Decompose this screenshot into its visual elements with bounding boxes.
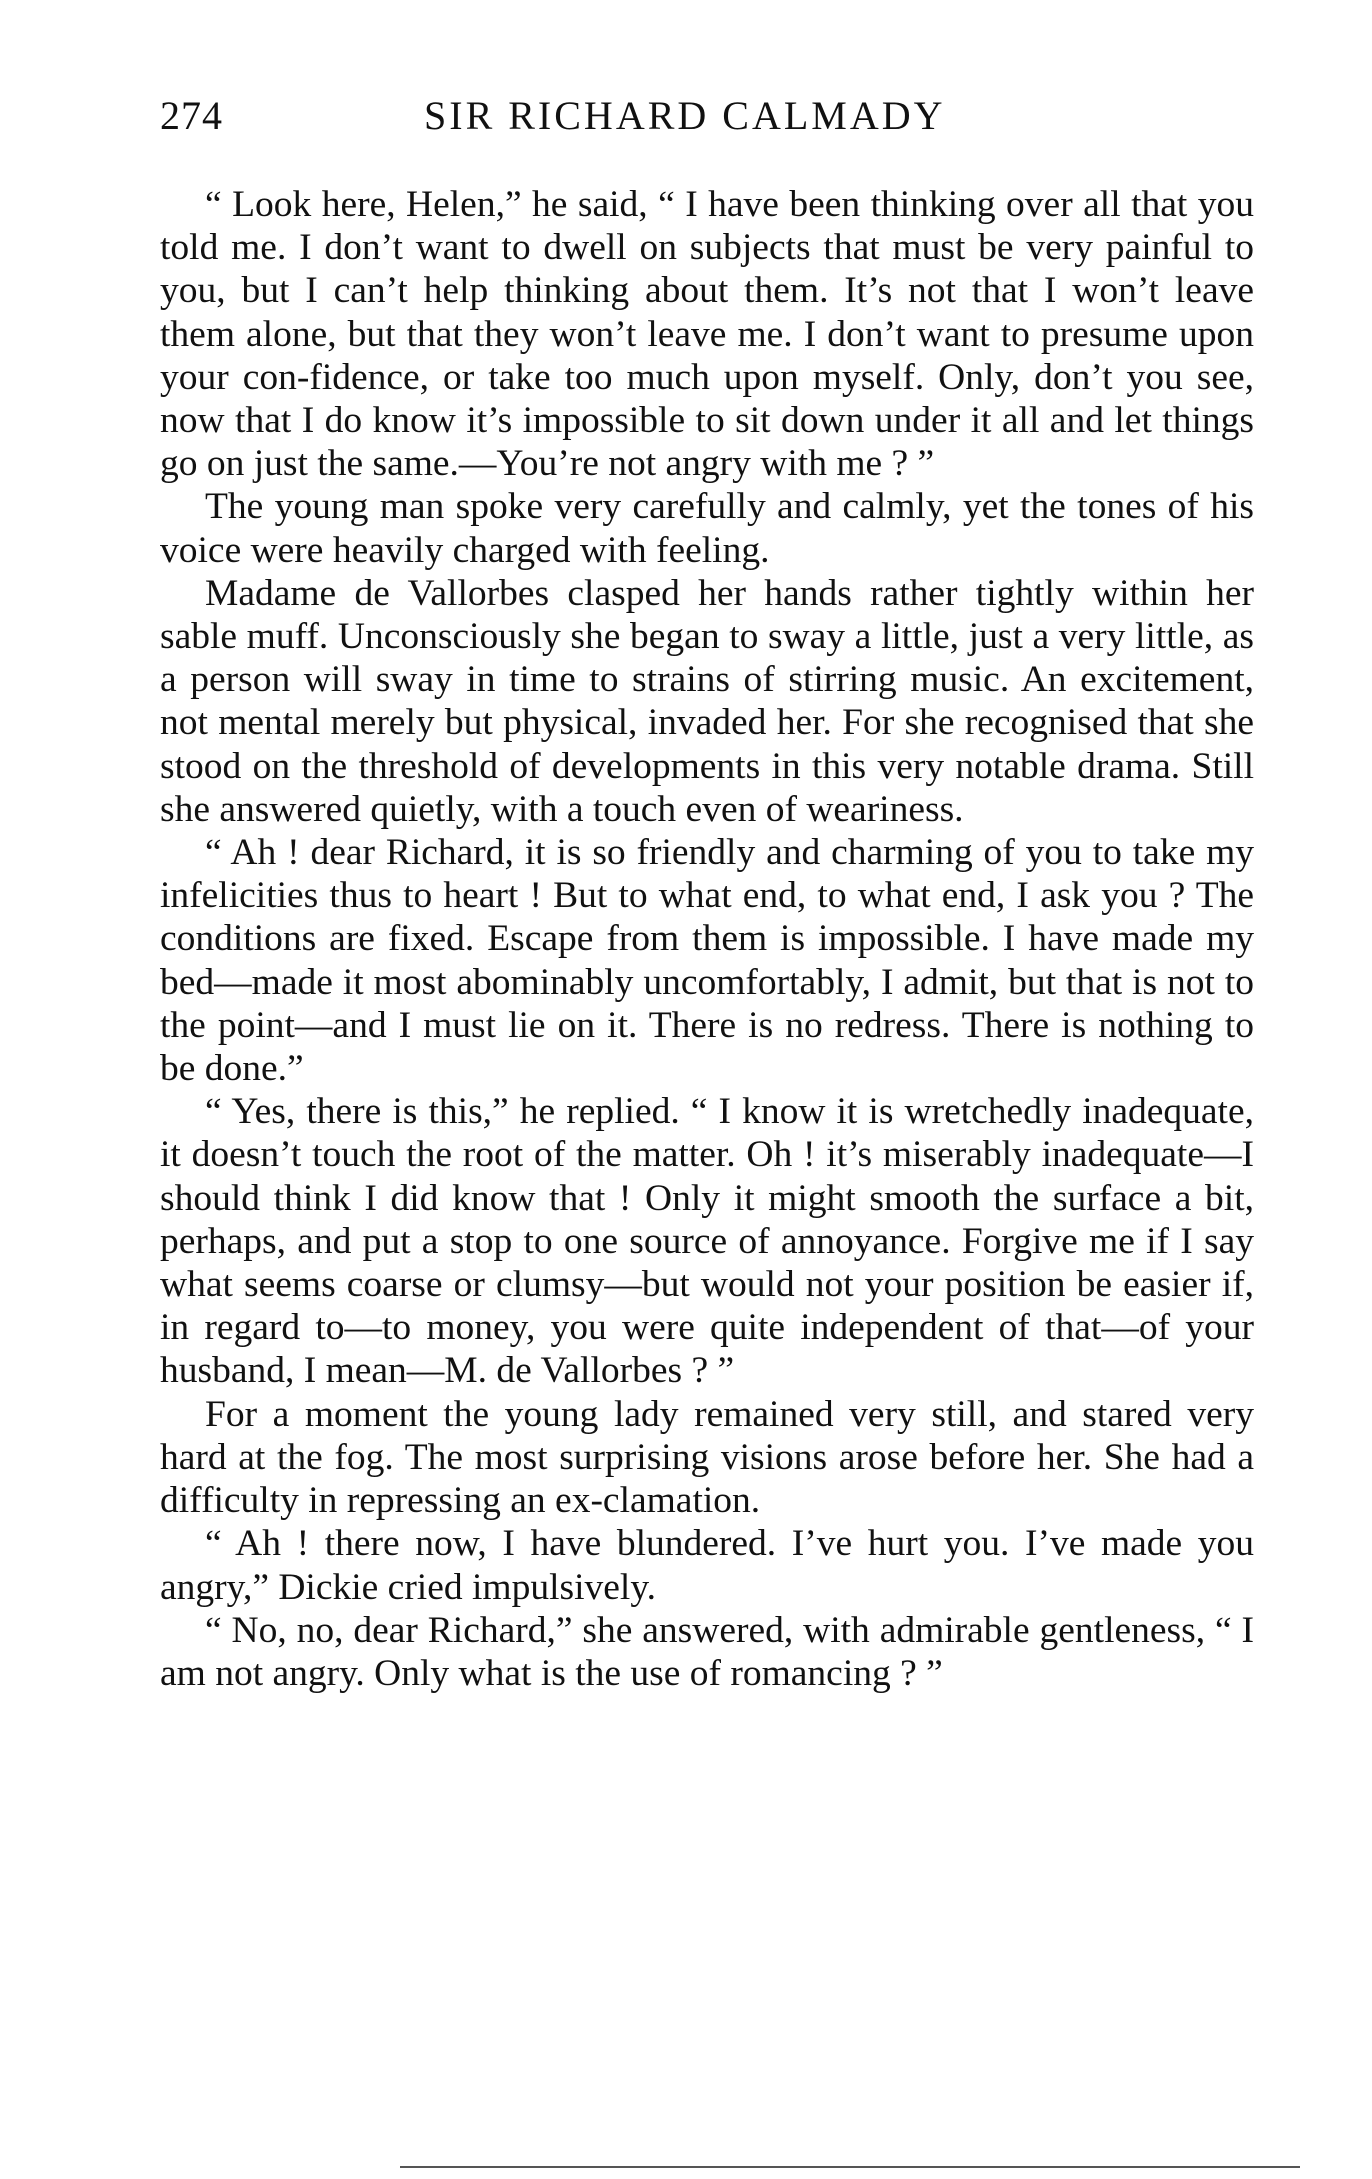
paragraph: “ Look here, Helen,” he said, “ I have been thinking over all that you told me. I don’t want to dwell on subjects that must be very painful to you, but I can’t help thinking about them. It’s not that I won’t leave them alone, but that they won’t leave me. I don’t want to presume upon your con-fidence, or take too much upon myself. Only, don’t you see, now that I do know it’s impossible to sit down under it all and let things go on just the same.—You’re not angry with me ? ” xyxy=(160,184,1254,485)
paragraph: For a moment the young lady remained very still, and stared very hard at the fog. The most surprising visions arose before her. She had a difficulty in repressing an ex-clamation. xyxy=(160,1393,1254,1522)
page-header xyxy=(160,92,1260,152)
paragraph: “ Ah ! there now, I have blundered. I’ve hurt you. I’ve made you angry,” Dickie cried impulsively. xyxy=(160,1523,1254,1608)
running-head: SIR RICHARD CALMADY xyxy=(424,93,946,138)
bottom-edge-rule xyxy=(400,2166,1300,2168)
page-number: 274 xyxy=(160,93,223,138)
paragraph: “ Yes, there is this,” he replied. “ I know it is wretchedly inadequate, it doesn’t touch the root of the matter. Oh ! it’s miserably inadequate—I should think I did know that ! Only it might smooth the surface a bit, perhaps, and put a stop to one source of annoyance. Forgive me if I say what seems coarse or clumsy—but would not your position be easier if, in regard to—to money, you were quite independent of that—of your husband, I mean—M. de Vallorbes ? ” xyxy=(160,1091,1254,1392)
body-text xyxy=(160,183,1254,1695)
paragraph: Madame de Vallorbes clasped her hands rather tightly within her sable muff. Unconsciously she began to sway a little, just a very little, as a person will sway in time to strains of stirring music. An excitement, not mental merely but physical, invaded her. For she recognised that she stood on the threshold of developments in this very notable drama. Still she answered quietly, with a touch even of weariness. xyxy=(160,572,1254,830)
paragraph: “ Ah ! dear Richard, it is so friendly and charming of you to take my infelicities thus to heart ! But to what end, to what end, I ask you ? The conditions are fixed. Escape from them is impossible. I have made my bed—made it most abominably uncomfortably, I admit, but that is not to the point—and I must lie on it. There is no redress. There is nothing to be done.” xyxy=(160,832,1254,1090)
paragraph: “ No, no, dear Richard,” she answered, with admirable gentleness, “ I am not angry. Only what is the use of romancing ? ” xyxy=(160,1609,1254,1694)
paragraph: The young man spoke very carefully and calmly, yet the tones of his voice were heavily charged with feeling. xyxy=(160,486,1254,571)
